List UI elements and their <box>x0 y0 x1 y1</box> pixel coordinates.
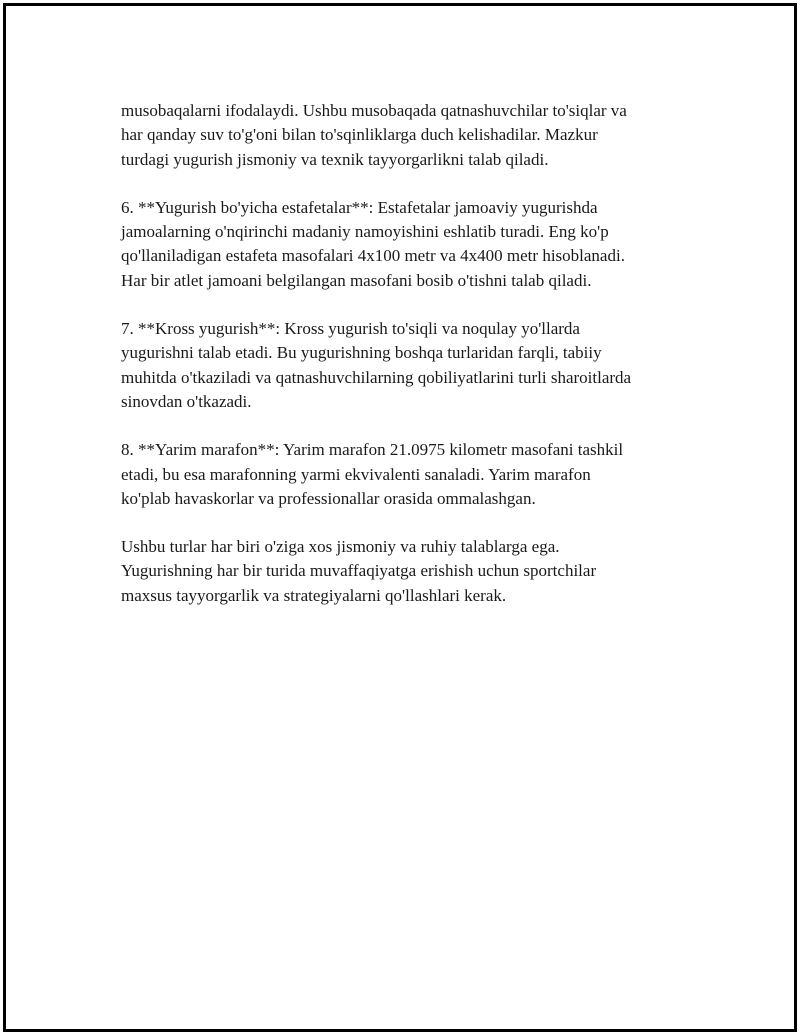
paragraph-cross-country: 7. **Kross yugurish**: Kross yugurish to'siqli va noqulay yo'llarda yugurishni talab etadi. Bu yugurishning boshqa turlaridan farqli, tabiiy muhitda o'tkaziladi va qatnashuvchilarning qobiliyatlarini turli sharoitlarda sinovdan o'tkazadi. <box>121 319 632 411</box>
document-body <box>121 99 681 632</box>
paragraph-relay-running: 6. **Yugurish bo'yicha estafetalar**: Estafetalar jamoaviy yugurishda jamoalarning o'nqirinchi madaniy namoyishini eshlatib turadi. Eng ko'p qo'llaniladigan estafeta masofalari 4x100 metr va 4x400 metr hisoblanadi. Har bir atlet jamoani belgilangan masofani bosib o'tishni talab qiladi. <box>121 197 625 290</box>
paragraph-half-marathon: 8. **Yarim marafon**: Yarim marafon 21.0975 kilometr masofani tashkil etadi, bu esa marafonning yarmi ekvivalenti sanaladi. Yarim marafon ko'plab havaskorlar va professionallar orasida ommalashgan. <box>121 440 624 508</box>
document-page <box>3 3 797 1032</box>
paragraph-intro-continuation: musobaqalarni ifodalaydi. Ushbu musobaqada qatnashuvchilar to'siqlar va har qanday suv to'g'oni bilan to'sqinliklarga duch kelishadilar. Mazkur turdagi yugurish jismoniy va texnik tayyorgarlikni talab qiladi. <box>121 101 627 169</box>
paragraph-conclusion: Ushbu turlar har biri o'ziga xos jismoniy va ruhiy talablarga ega. Yugurishning har bir turida muvaffaqiyatga erishish uchun sportchilar maxsus tayyorgarlik va strategiyalarni qo'llashlari kerak. <box>121 537 597 605</box>
